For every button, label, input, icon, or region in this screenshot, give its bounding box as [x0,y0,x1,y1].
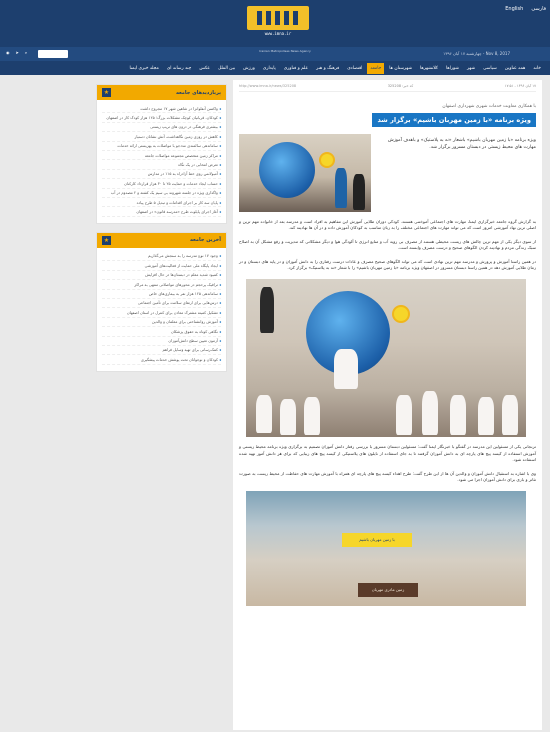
sidebar-news-item[interactable]: ◂ مراکز زمین متخصص مجموعه مواصلات جامعه [102,151,221,160]
nav-item[interactable]: خانه [533,65,541,71]
child-figure [335,168,347,208]
box-header [97,85,226,100]
sidebar-news-item[interactable]: ◂ حساب ایجاد خدمات و حمایت ۲۵ تا ۳۰ هزار قرارداد کارکنان [102,179,221,188]
paragraph: وی با اشاره به استقبال دانش آموزان و والدین آن ها از این طرح گفت: طرح اهداء کیسه پیچ های پارچه ای همراه با آموزش مهارت های حفاظت از محیط زیست به صورت تئاتر و بازی برای دانش آموزان اجرا می شود. [239,470,536,483]
article [233,80,542,730]
site-logo[interactable] [241,6,315,42]
sidebar-news-item[interactable]: ◂ ترافیک پرحجم در محورهای مواصلاتی منتهی به مراکز [102,280,221,289]
nav-item[interactable]: عکس [199,65,210,71]
sun-prop [394,307,408,321]
sidebar-news-item[interactable]: ◂ وجود ۱۷ نوع مدرسه را به سنجش می‌گذاریم [102,252,221,261]
paragraph: به گزارش گروه جامعه خبرگزاری ایمنا، مهارت های اجتماعی آموختنی هستند. کودکی دوران طلایی آموزش این مفاهیم به افراد است و مدرسه بعد از خانواده مهم ترین و اصلی ترین نهاد آموزشی امروز است که می تواند مهارت های اجتماعی مختلف را به زبان مناسب به کودکان آموزش داده و در آن ها نهادینه کند. [239,219,536,231]
search-icon[interactable]: ⌕ [24,50,28,55]
social-icons [6,50,27,55]
main-nav [0,61,550,75]
sidebar-news-item[interactable]: ◂ آزمون تعیین سطح دانش‌آموزان [102,337,221,346]
sidebar-news-item[interactable]: ◂ تشکیل کمیته مشترک معادن برای کنترل در استان اصفهان [102,308,221,317]
child-figure [478,397,494,435]
sidebar-news-item[interactable]: ◂ واگذاری ویژه در جلسه شهروند بی سیم یک کشته و ۲ مصدوم در آب [102,189,221,198]
nav-item[interactable]: شهرستان ها [389,65,413,71]
rss-icon[interactable]: ◉ [6,50,10,55]
child-figure [256,395,272,433]
sidebar-news-item[interactable]: ◂ ساماندهی سالمندی مددجو با مواصلات به بهزیستی ارائه خدمات [102,142,221,151]
nav-item[interactable]: شوراها [446,65,459,71]
article-lead [239,134,536,212]
nav-item[interactable]: شهر [466,65,476,71]
nav-item[interactable]: کلانشهرها [420,65,438,71]
paragraph: ترنجانی یکی از مسئولین این مدرسه در گفتگو با خبرنگار ایمنا گفت: مسئولین دبستان مسرور با بررسی رفتار دانش آموزان تصمیم به برگزاری ویژه برنامه محیط زیستی و آموزش استفاده از کیسه پیچ های پارچه ای به دانش آموزان گرفتند تا به جای استفاده از نایلون های پلاستیکی از کیسه پیچ های زیبایی که برای هر دانش آموز تهیه شده استفاده شود. [239,444,536,463]
main-area [0,75,550,732]
sidebar-news-item[interactable]: ◂ کمبود شدید معلم در دبستان‌ها در حال افزایش [102,271,221,280]
star-icon: ★ [103,89,110,96]
sidebar-news-item[interactable]: ◂ درس‌هایی برای ارتقای سلامت برای تأمین اجتماعی [102,299,221,308]
article-date: ۱۷ آبان ۱۳۹۶ - ۱۷:۵۱ [504,84,536,88]
nav-item[interactable]: پایداری [262,65,276,71]
article-photo[interactable] [246,279,526,437]
search-input[interactable] [38,50,68,58]
sub-header [0,47,550,61]
box-title: آخرین جامعه [190,237,221,244]
child-figure [334,349,358,389]
nav-item[interactable]: اقتصادی [347,65,363,71]
nav-item[interactable]: بین الملل [218,65,236,71]
site-header [0,0,550,47]
telegram-icon[interactable]: ➤ [15,50,19,55]
article-title: ویژه برنامه «با زمین مهربان باشیم» برگزار شد [372,113,536,127]
sun-prop [321,154,333,166]
latest-box [96,232,227,372]
logo-mark [247,6,309,30]
child-figure [396,395,412,435]
paragraph: در همین راستا آموزش و پرورش و مدرسه مهم ترین نهادی است که می تواند الگوهای صحیح مصرف و عادات درست رفتاری را به دانش آموزان و در پایه های دبستان و در زمان طلایی آموزش دهد در همین راستا دبستان مسرور در اصفهان ویژه برنامه «با زمین مهربان باشیم» را با شعار «نه به پلاستیک» برگزار کرد. [239,258,536,271]
nav-item[interactable]: فرهنگ و هنر [316,65,340,71]
paragraph: از سوی دیگر یکی از مهم ترین چالش های زیست محیطی هستند از مصرف بی رویه آب و منابع انرژی تا آلودگی هوا و دیگر مشکلاتی که مدیریت و رفع مشکل آن به اصلاح سبک زندگی مردم و نهادینه کردن الگوهای صحیح و درست مصرف وابسته است. [239,238,536,251]
language-switch [505,6,546,12]
nav-item[interactable]: مجله خبری ایمنا [129,65,159,71]
lead-image[interactable] [239,134,371,212]
star-icon: ★ [103,236,110,244]
logo-caption: www.imna.ir [264,31,292,36]
nav-item[interactable]: چند رسانه ای [166,65,192,71]
article-kicker: با همکاری معاونت خدمات شهری شهرداری اصفهان [442,104,536,109]
nav-item[interactable]: علم و فناوری [283,65,309,71]
lead-text: ویژه برنامه «با زمین مهربان باشیم» باشعار «نه به پلاستیک» و باهدف آموزش مهارت های محیط زیستی در دبستان مسرور برگزار شد. [387,138,536,150]
header-date: چهارشنبه ۱۷ آبان ۱۳۹۶ - Nov 8, 2017 [443,51,510,56]
box-header [97,233,226,248]
child-figure [422,391,438,435]
sidebar-news-item[interactable]: ◂ کودکان و نوجوانان تحت پوشش خدمات پیشگیری [102,355,221,364]
sidebar-news-item[interactable]: ◂ آغاز اجرای پایلوت طرح «مدرسه قانون» در اصفهان [102,207,221,216]
child-figure [304,397,320,435]
child-figure [450,395,466,435]
child-figure [280,399,296,435]
lang-english[interactable]: English [505,6,524,12]
sidebar-news-item[interactable]: ◂ ساماندهی ۱۲۵ هزار نفر به بیماری‌های خاص [102,290,221,299]
box-title: پربازدیدهای جامعه [175,89,221,96]
banner-text: با زمین مهربان باشیم [359,537,395,543]
sidebar-news-item[interactable]: ◂ پایان سه کار بر اجرای اقدامات و تبدیل ۵ طرح پیاده [102,198,221,207]
event-banner [342,533,412,547]
globe-prop [259,142,315,198]
sidebar [96,84,227,372]
child-figure [353,174,365,210]
sidebar-news-item[interactable]: ◂ آمبولانس روی خط آزادراه به ۱۱۵ در مدارس [102,170,221,179]
nav-item[interactable]: جامعه [367,63,384,74]
event-plaque: زمین مادری مهربان [358,583,418,597]
sidebar-news-item[interactable]: ◂ کودکان، قربانیان کوچک مشکلات بزرگ؛ ۱۲۵ هزار کودک کار در اصفهان [102,113,221,122]
adult-figure [260,287,274,333]
nav-item[interactable]: همه عناوین [504,65,526,71]
article-url[interactable]: http://www.imna.ir/news/325208 [239,84,297,88]
sidebar-news-item[interactable]: ◂ ایجاد پایگاه ملی حمایت از فعالیت‌های آموزشی [102,261,221,270]
tagline: Iranian Metropolises News Agency [259,49,311,53]
most-viewed-list [97,100,226,223]
article-code: کد خبر: 325208 [387,84,414,88]
article-meta [239,84,536,92]
article-photo[interactable] [246,491,526,606]
sidebar-news-item[interactable]: ◂ نگاهی کوتاه به حقوق پزشکان [102,327,221,336]
nav-item[interactable]: ورزش [243,65,255,71]
sidebar-news-item[interactable]: ◂ تعرض انتخابی در یک نگاه [102,160,221,169]
sidebar-news-item[interactable]: ◂ کاهش در روزی زمین نگاهداشت، آتش نشانان دستیار [102,132,221,141]
lang-farsi[interactable]: فارسی [531,6,546,12]
sidebar-news-item[interactable]: ◂ بیشتری فرهنگی در درون های تریپ زیستی [102,123,221,132]
most-viewed-box [96,84,227,224]
sidebar-news-item[interactable]: ◂ آموزش روانشناختی برای معلمان و والدین [102,318,221,327]
latest-list [97,248,226,371]
child-figure [502,395,518,435]
sidebar-news-item[interactable]: ◂ واکسن آنفلوانزا در شاهین شهر ۱۷ مجروح داشت [102,104,221,113]
sidebar-news-item[interactable]: ◂ کمک‌رسانی برای تهیه وسایل فراهم [102,346,221,355]
nav-item[interactable]: سیاسی [483,65,497,71]
